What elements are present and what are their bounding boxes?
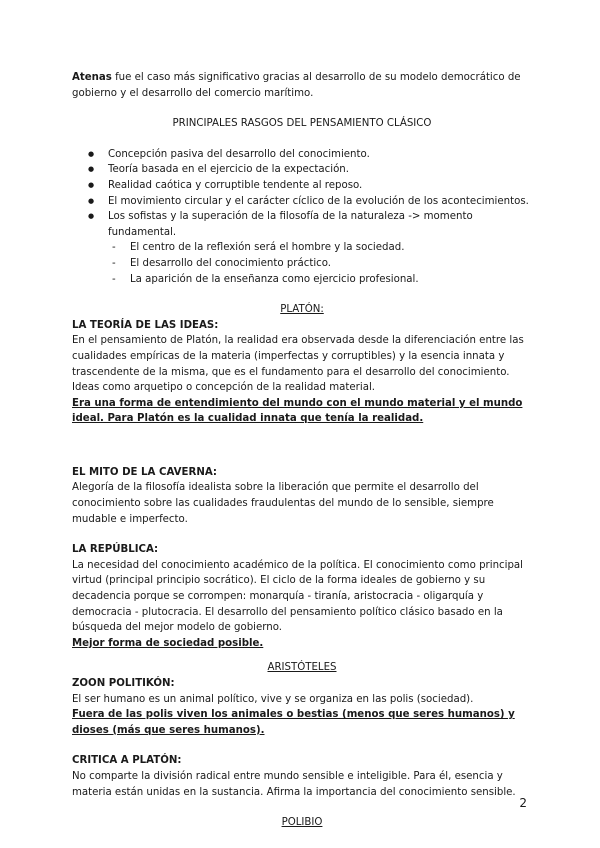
list-item: - La aparición de la enseñanza como ejercicio profesional. [130, 272, 532, 288]
zoon-title: ZOON POLITIKÓN: [72, 678, 175, 689]
caverna-text: Alegoría de la filosofía idealista sobre la liberación que permite el desarrollo del conocimiento sobre las cualidades fraudulentas del mundo de lo sensible, siempre mudable e imperfecto. [72, 482, 494, 525]
zoon-emphasis: Fuera de las polis viven los animales o bestias (menos que seres humanos) y dioses (más que seres humanos). [72, 709, 515, 736]
critica-text: No comparte la división radical entre mundo sensible e inteligible. Para él, esencia y materia están unidas en la sustancia. Afirma la importancia del conocimiento sensible. [72, 770, 516, 798]
republica-text: La necesidad del conocimiento académico de la política. El conocimiento como principal virtud (principal principio socrático). El ciclo de la forma ideales de gobierno y su decadencia porque se corrompen: monarquía - tiranía, aristocracia - oligarquía y democracia - plutocracia. El desarrollo del pensamiento político clásico basado en la búsqueda del mejor modelo de gobierno. [72, 559, 523, 634]
list-item: ● Teoría basada en el ejercicio de la expectación. [108, 162, 532, 178]
list-item: ● El movimiento circular y el carácter cíclico de la evolución de los acontecimientos. [108, 194, 532, 210]
page-number: 2 [519, 796, 527, 810]
republica-title: LA REPÚBLICA: [72, 544, 159, 556]
polibio-title: POLIBIO [281, 817, 323, 829]
intro-lead: Atenas [72, 72, 112, 83]
list-item: ● Realidad caótica y corruptible tendente al reposo. [108, 178, 532, 194]
document-page [72, 70, 532, 831]
list-item: - El desarrollo del conocimiento práctico. [130, 256, 532, 272]
rasgos-title: PRINCIPALES RASGOS DEL PENSAMIENTO CLÁSICO [172, 118, 432, 130]
list-item: ● Los sofistas y la superación de la filosofía de la naturaleza -> momento fundamental. [108, 209, 532, 240]
aristoteles-title: ARISTÓTELES [267, 662, 337, 674]
ideas-text: En el pensamiento de Platón, la realidad era observada desde la diferenciación entre las cualidades empíricas de la materia (imperfectas y corruptibles) y la esencia innata y trascendente de la misma, que es el fundamento para el desarrollo del conocimiento. Ideas como arquetipo o concepción de la realidad material. [72, 335, 524, 394]
intro-text: fue el caso más significativo gracias al desarrollo de su modelo democrático de gobierno y el desarrollo del comercio marítimo. [72, 72, 521, 99]
critica-title: CRITICA A PLATÓN: [72, 755, 182, 767]
ideas-title: LA TEORÍA DE LAS IDEAS: [72, 319, 219, 331]
intro-paragraph [72, 70, 532, 101]
zoon-text: El ser humano es un animal político, vive y se organiza en las polis (sociedad). [72, 693, 474, 705]
caverna-title: EL MITO DE LA CAVERNA: [72, 466, 217, 478]
republica-emphasis: Mejor forma de sociedad posible. [72, 637, 264, 649]
list-item: ● Concepción pasiva del desarrollo del conocimiento. [108, 147, 532, 163]
rasgos-list [72, 147, 532, 241]
rasgos-sublist [72, 240, 532, 287]
ideas-emphasis: Era una forma de entendimiento del mundo con el mundo material y el mundo ideal. Para Platón es la cualidad innata que tenía la realidad. [72, 397, 523, 425]
list-item: - El centro de la reflexión será el hombre y la sociedad. [130, 240, 532, 256]
platon-title: PLATÓN: [280, 304, 324, 316]
